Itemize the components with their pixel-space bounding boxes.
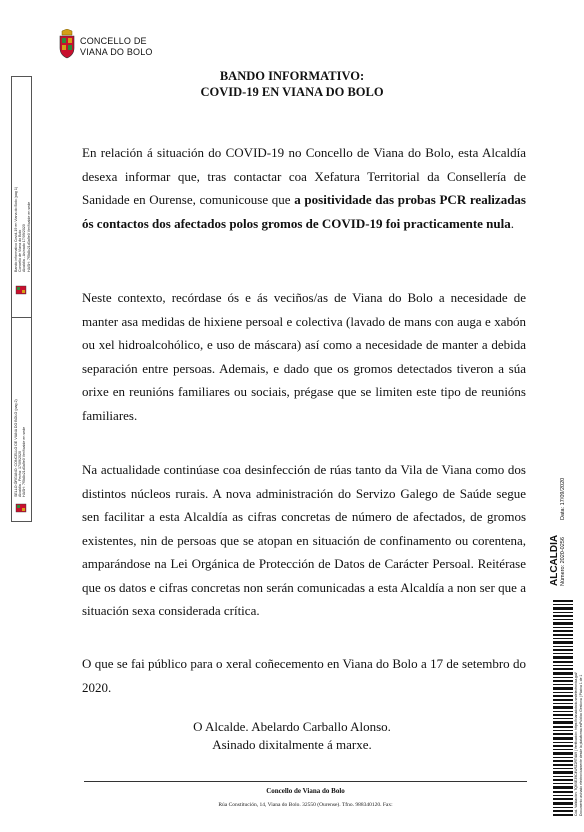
stamp-office: ALCALDIA — [549, 534, 560, 586]
org-name-line2: VIANA DO BOLO — [80, 47, 153, 57]
paragraph-1 — [82, 141, 526, 235]
p1-text-c: . — [510, 215, 514, 231]
paragraph-2: Neste contexto, recórdase ós e ás veciños/as de Viana do Bolo a necesidade de manter asa medidas de hixiene persoal e colectiva (lavado de mans con auga e xabón ou xel hidroalcohólico, e uso de máscara) así como a necesidade de manter a debida separación entre persoas. Ademais, e dado que os gromos detectados tiveron a súa orixe en reunións familiares ou sociais, prégase que se limiten este tipo de reunións familiares. — [82, 290, 526, 423]
p1-text-a: En relación á situación do COVID-19 no Concello de Viana do Bolo, esta Alcaldía desexa informar que, tras contactar coa Xefatura Territorial da Consellería de Sanidade en Ourense, comunicouse que — [82, 145, 526, 207]
stamp-doc-note: Documento asinado electronicamente desde la plataforma esPublico Gestiona | Páxina 1 de 1 — [579, 674, 583, 816]
paragraph-3: Na actualidade continúase coa desinfección de rúas tanto da Vila de Viana como dos distintos núcleos rurais. A nova administración do Servizo Galego de Saúde segue sen facilitar a esta Alcaldía as cifras concretas de número de afectados, de gromos existentes, nin de persoas que se atopan en situación de confinamento ou corentena, amparándose na Lei Orgánica de Protección de Datos de Carácter Persoal. Reitérase que os datos e cifras concretas non serán comunicadas a esta Alcaldía a non ser que a situación sexa considerada crítica. — [82, 462, 526, 618]
mini-crest-icon — [15, 503, 27, 513]
footer-rule — [84, 781, 527, 782]
signature-block-2: SELLO ÓRGANO: CONCELLO DE VIANA DO BOLO (pag 2) Alcaldía - Fecha: 17/09/2020 HASH: 7f5b8c21d3a9e0 Verificable en sede — [14, 399, 27, 497]
signature-line2: Asinado dixitalmente á marxe. — [212, 737, 372, 752]
signature — [100, 718, 484, 754]
stamp-number: Número: 2020-0256 — [560, 537, 566, 586]
document-title — [100, 68, 484, 100]
org-name-line1: CONCELLO DE — [80, 36, 147, 46]
footer-address: Rúa Constitución, 14, Viana do Bolo. 32550 (Ourense). Tfno. 988340120. Fax: — [218, 802, 393, 808]
signature-block-1: Bando informativo Covid-19 en Viana do Bolo (pag 1) Concello de Viana do Bolo Alcaldía - Asinado 17/09/2020 HASH: 7f5b8c21d3a9e0 Verificable en sede — [14, 186, 31, 272]
signature-line1: O Alcalde. Abelardo Carballo Alonso. — [193, 719, 391, 734]
strip-divider — [12, 317, 31, 318]
mini-crest-icon — [15, 285, 27, 295]
signature-strip — [11, 76, 32, 522]
title-line1: BANDO INFORMATIVO: — [219, 69, 365, 83]
stamp-csv: Cód. Validación: 7Q6XE39C4W5Z2RT4A9 | Verificación: https://vianadobolo.sedelectronica.gal/ — [574, 672, 578, 816]
paragraph-4: O que se fai público para o xeral coñecemento en Viana do Bolo a 17 de setembro do 2020. — [82, 656, 526, 695]
footer-org-name: Concello de Viana do Bolo — [266, 787, 345, 795]
p1-text-bold: a positividade das probas PCR realizadas ós contactos dos afectados polos gromos de COVID-19 foi practicamente nula — [82, 192, 526, 231]
stamp-date: Data: 17/09/2020 — [560, 477, 566, 520]
barcode — [553, 600, 573, 816]
municipal-crest-logo — [58, 29, 76, 59]
title-line2: COVID-19 EN VIANA DO BOLO — [200, 85, 384, 99]
org-name — [80, 36, 153, 58]
